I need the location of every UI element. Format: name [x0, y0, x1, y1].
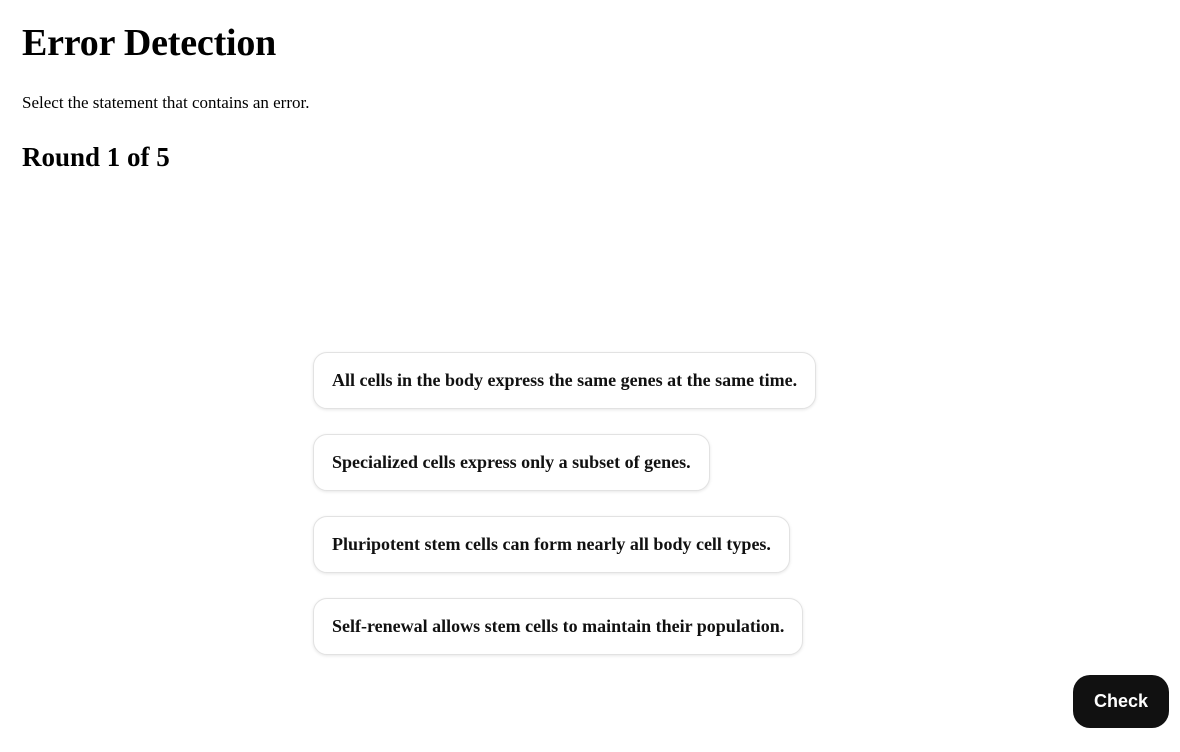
statement-option-4[interactable]: Self-renewal allows stem cells to maintain their population. [313, 598, 803, 655]
check-button[interactable]: Check [1073, 675, 1169, 728]
page-title: Error Detection [22, 22, 277, 64]
statement-options [313, 352, 816, 655]
statement-option-2[interactable]: Specialized cells express only a subset of genes. [313, 434, 710, 491]
statement-option-3[interactable]: Pluripotent stem cells can form nearly all body cell types. [313, 516, 790, 573]
round-indicator: Round 1 of 5 [22, 142, 170, 172]
instruction-text: Select the statement that contains an error. [22, 93, 310, 112]
statement-option-1[interactable]: All cells in the body express the same genes at the same time. [313, 352, 816, 409]
